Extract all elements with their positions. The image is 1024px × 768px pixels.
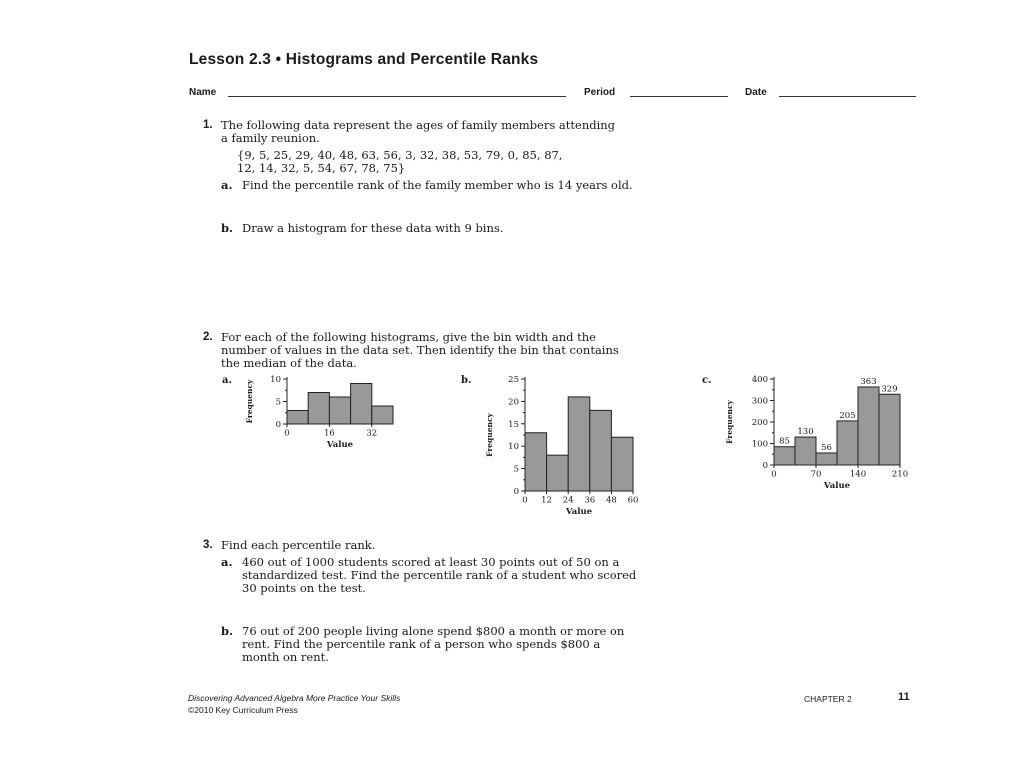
histogram-bar [372, 406, 393, 424]
x-tick-label: 0 [522, 495, 528, 506]
x-axis-label: Value [326, 440, 354, 450]
q1-number: 1. [203, 119, 213, 131]
x-tick-label: 0 [284, 428, 290, 439]
y-tick-label: 200 [751, 417, 768, 428]
q1-text-line1: The following data represent the ages of family members attending [221, 118, 616, 132]
histogram-b [480, 370, 650, 520]
q2-text-line2: number of values in the data set. Then identify the bin that contains [221, 343, 619, 357]
q3a-line2: standardized test. Find the percentile rank of a student who scored [242, 568, 637, 582]
y-tick-label: 300 [751, 396, 768, 407]
y-tick-label: 100 [751, 439, 768, 450]
date-field-line[interactable] [779, 96, 916, 97]
q2-text-line1: For each of the following histograms, give the bin width and the [221, 330, 596, 344]
q2-text-line3: the median of the data. [221, 356, 357, 370]
histogram-bar [568, 397, 590, 491]
histogram-bar [329, 397, 350, 424]
q1a-text: Find the percentile rank of the family member who is 14 years old. [242, 178, 633, 192]
y-axis-label: Frequency [485, 413, 494, 457]
histogram-bar [351, 384, 372, 425]
footer-book-title: Discovering Advanced Algebra More Practice Your Skills [188, 693, 401, 703]
x-tick-label: 140 [849, 469, 867, 480]
x-axis-label: Value [565, 507, 593, 517]
histogram-bar [858, 387, 879, 465]
bar-data-label: 130 [797, 427, 814, 438]
histogram-bar [816, 453, 837, 465]
q3b-line3: month on rent. [242, 650, 329, 664]
q3-text: Find each percentile rank. [221, 538, 376, 552]
q3b-line2: rent. Find the percentile rank of a person who spends $800 a [242, 637, 601, 651]
bar-data-label: 56 [821, 442, 832, 453]
x-tick-label: 24 [562, 495, 574, 506]
q2c-label: c. [702, 375, 712, 386]
histogram-c [722, 370, 922, 495]
y-tick-label: 15 [508, 419, 519, 430]
y-tick-label: 25 [508, 374, 519, 385]
bar-data-label: 85 [779, 436, 790, 447]
y-tick-label: 20 [508, 397, 519, 408]
histogram-bar [525, 433, 547, 491]
histogram-a [240, 370, 400, 450]
q2b-label: b. [461, 375, 472, 386]
q3-number: 3. [203, 539, 213, 551]
x-tick-label: 16 [323, 428, 335, 439]
x-tick-label: 60 [627, 495, 639, 506]
q1b-text: Draw a histogram for these data with 9 bins. [242, 221, 504, 235]
q1-data-line2: 12, 14, 32, 5, 54, 67, 78, 75} [237, 161, 406, 175]
histogram-bar [308, 393, 329, 425]
x-tick-label: 210 [891, 469, 909, 480]
histogram-bar [547, 455, 569, 491]
histogram-bar [837, 421, 858, 465]
period-label: Period [584, 87, 616, 98]
q1b-label: b. [221, 221, 234, 235]
bar-data-label: 363 [860, 376, 877, 387]
footer-copyright: ©2010 Key Curriculum Press [188, 705, 298, 715]
y-axis-label: Frequency [725, 400, 734, 444]
y-tick-label: 400 [751, 374, 768, 385]
q1a-label: a. [221, 178, 233, 192]
name-field-line[interactable] [228, 96, 566, 97]
name-label: Name [189, 87, 217, 98]
q3b-label: b. [221, 624, 234, 638]
histogram-bar [795, 437, 816, 465]
y-tick-label: 0 [275, 419, 281, 430]
y-tick-label: 10 [270, 374, 281, 385]
x-tick-label: 32 [366, 428, 378, 439]
page-title: Lesson 2.3 • Histograms and Percentile Ranks [189, 51, 539, 68]
histogram-bar [611, 437, 633, 491]
y-tick-label: 5 [275, 397, 281, 408]
q3a-line1: 460 out of 1000 students scored at least 30 points out of 50 on a [242, 555, 620, 569]
x-tick-label: 70 [810, 469, 822, 480]
y-tick-label: 0 [513, 486, 519, 497]
histogram-bar [774, 447, 795, 465]
y-tick-label: 0 [762, 460, 768, 471]
footer-page-number: 11 [898, 691, 910, 703]
x-tick-label: 36 [584, 495, 596, 506]
y-tick-label: 5 [513, 464, 519, 475]
q2-number: 2. [203, 331, 213, 343]
bar-data-label: 205 [839, 410, 856, 421]
period-field-line[interactable] [630, 96, 728, 97]
q1-data-line1: {9, 5, 25, 29, 40, 48, 63, 56, 3, 32, 38, 53, 79, 0, 85, 87, [237, 148, 563, 162]
histogram-bar [590, 410, 612, 491]
q3a-label: a. [221, 555, 233, 569]
x-axis-label: Value [823, 481, 851, 491]
q2a-label: a. [222, 375, 232, 386]
q3a-line3: 30 points on the test. [242, 581, 366, 595]
q1-text-line2: a family reunion. [221, 131, 320, 145]
x-tick-label: 12 [541, 495, 553, 506]
x-tick-label: 0 [771, 469, 777, 480]
footer-chapter: CHAPTER 2 [804, 694, 852, 704]
y-axis-label: Frequency [245, 379, 254, 424]
x-tick-label: 48 [605, 495, 617, 506]
date-label: Date [745, 87, 767, 98]
bar-data-label: 329 [881, 384, 898, 395]
histogram-bar [879, 394, 900, 465]
q3b-line1: 76 out of 200 people living alone spend $800 a month or more on [242, 624, 625, 638]
histogram-bar [287, 411, 308, 425]
y-tick-label: 10 [508, 442, 519, 453]
